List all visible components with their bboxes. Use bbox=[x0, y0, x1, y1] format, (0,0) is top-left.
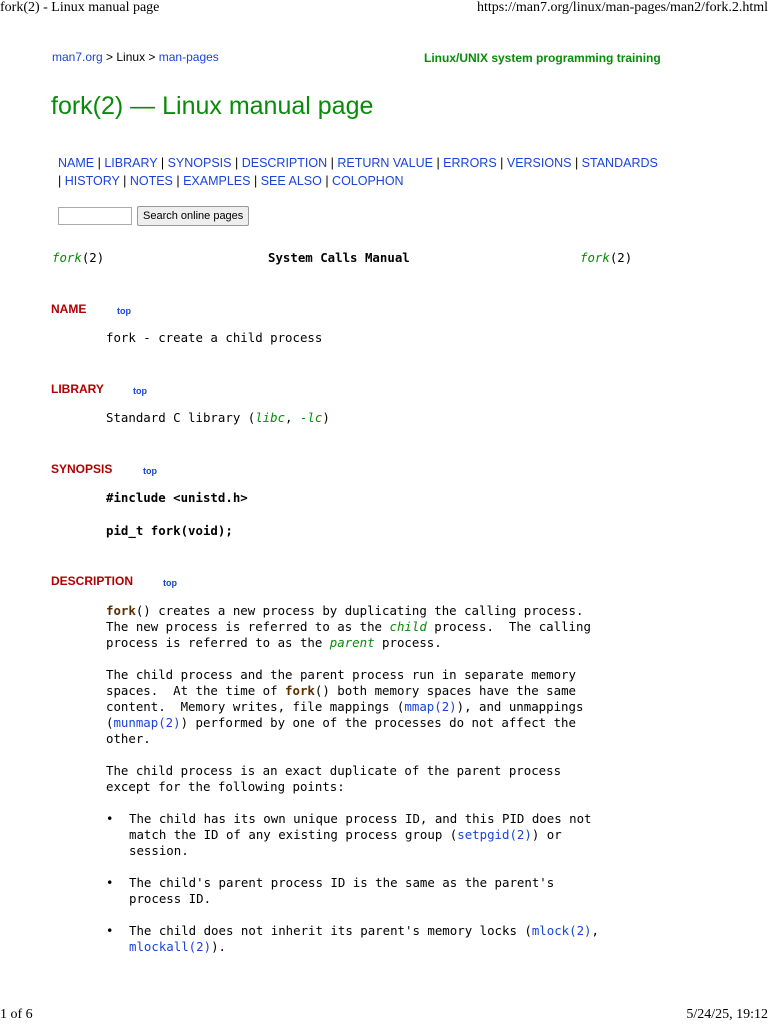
section-heading-name: NAME bbox=[51, 302, 87, 316]
print-header-url: https://man7.org/linux/man-pages/man2/fork.2.html bbox=[477, 0, 768, 15]
bullet-marker: • bbox=[106, 811, 114, 826]
bullet-marker: • bbox=[106, 923, 114, 938]
toc-link-history[interactable]: HISTORY bbox=[64, 174, 120, 188]
toc-link-library[interactable]: LIBRARY bbox=[104, 156, 158, 170]
breadcrumb-site-link[interactable]: man7.org bbox=[52, 50, 103, 64]
toc-separator: | bbox=[172, 174, 184, 188]
bullet1-line1: The child has its own unique process ID, and this PID does not bbox=[129, 811, 592, 826]
toc-separator: | bbox=[94, 156, 105, 170]
library-text: Standard C library (libc, -lc) bbox=[106, 410, 330, 425]
setpgid-link[interactable]: setpgid(2) bbox=[457, 827, 532, 842]
page-title: fork(2) — Linux manual page bbox=[51, 92, 374, 120]
toc-link-colophon[interactable]: COLOPHON bbox=[332, 174, 404, 188]
breadcrumb-section-link[interactable]: man-pages bbox=[158, 50, 219, 64]
training-link[interactable]: Linux/UNIX system programming training bbox=[424, 51, 661, 65]
search-button[interactable]: Search online pages bbox=[137, 206, 249, 226]
bullet3-line2: mlockall(2)). bbox=[129, 939, 226, 954]
toc-link-examples[interactable]: EXAMPLES bbox=[183, 174, 251, 188]
toc-link-synopsis[interactable]: SYNOPSIS bbox=[167, 156, 232, 170]
desc-p3-line2: except for the following points: bbox=[106, 779, 345, 794]
toc-link-standards[interactable]: STANDARDS bbox=[581, 156, 658, 170]
toc-link-notes[interactable]: NOTES bbox=[129, 174, 173, 188]
synopsis-prototype: pid_t fork(void); bbox=[106, 523, 233, 538]
section-heading-description: DESCRIPTION bbox=[51, 574, 134, 588]
print-footer-page: 1 of 6 bbox=[0, 1007, 33, 1022]
breadcrumb bbox=[52, 50, 219, 64]
toc-separator: | bbox=[119, 174, 130, 188]
munmap-link[interactable]: munmap(2) bbox=[113, 715, 181, 730]
toc-separator: | bbox=[231, 156, 242, 170]
bullet1-line3: session. bbox=[129, 843, 189, 858]
toc-nav bbox=[58, 154, 658, 190]
synopsis-include: #include <unistd.h> bbox=[106, 490, 248, 505]
toc-separator: | bbox=[321, 174, 333, 188]
toc-link-return-value[interactable]: RETURN VALUE bbox=[337, 156, 433, 170]
toc-separator: | bbox=[496, 156, 507, 170]
toc-separator: | bbox=[157, 156, 168, 170]
print-footer-datetime: 5/24/25, 19:12 bbox=[686, 1007, 768, 1022]
bullet-marker: • bbox=[106, 875, 114, 890]
man-header-right: fork(2) bbox=[580, 250, 633, 265]
desc-p2-line1: The child process and the parent process run in separate memory bbox=[106, 667, 576, 682]
toc-link-versions[interactable]: VERSIONS bbox=[506, 156, 572, 170]
breadcrumb-separator: > Linux > bbox=[102, 50, 159, 64]
top-link[interactable]: top bbox=[143, 466, 157, 476]
toc-separator: | bbox=[327, 156, 338, 170]
desc-p2-line2: spaces. At the time of fork() both memory spaces have the same bbox=[106, 683, 576, 698]
bullet2-line1: The child's parent process ID is the same as the parent's bbox=[129, 875, 555, 890]
toc-separator: | bbox=[432, 156, 444, 170]
desc-p2-line5: other. bbox=[106, 731, 151, 746]
desc-p1-line3: process is referred to as the parent process. bbox=[106, 635, 442, 650]
toc-link-name[interactable]: NAME bbox=[58, 156, 95, 170]
top-link[interactable]: top bbox=[133, 386, 147, 396]
toc-separator: | bbox=[58, 174, 65, 188]
bullet2-line2: process ID. bbox=[129, 891, 212, 906]
search-input[interactable] bbox=[58, 207, 132, 225]
mlock-link[interactable]: mlock(2) bbox=[531, 923, 592, 938]
toc-link-see-also[interactable]: SEE ALSO bbox=[260, 174, 322, 188]
toc-link-errors[interactable]: ERRORS bbox=[443, 156, 497, 170]
mlockall-link[interactable]: mlockall(2) bbox=[129, 939, 212, 954]
name-text: fork - create a child process bbox=[106, 330, 323, 345]
toc-link-description[interactable]: DESCRIPTION bbox=[241, 156, 328, 170]
bullet3-line1: The child does not inherit its parent's memory locks (mlock(2), bbox=[129, 923, 599, 938]
toc-separator: | bbox=[571, 156, 582, 170]
desc-p2-line4: (munmap(2)) performed by one of the processes do not affect the bbox=[106, 715, 576, 730]
print-header-title: fork(2) - Linux manual page bbox=[0, 0, 160, 15]
mmap-link[interactable]: mmap(2) bbox=[404, 699, 457, 714]
section-heading-synopsis: SYNOPSIS bbox=[51, 462, 113, 476]
top-link[interactable]: top bbox=[163, 578, 177, 588]
section-heading-library: LIBRARY bbox=[51, 382, 104, 396]
desc-p1-line2: The new process is referred to as the child process. The calling bbox=[106, 619, 591, 634]
man-header-center: System Calls Manual bbox=[268, 250, 410, 265]
man-header-left: fork(2) bbox=[52, 250, 105, 265]
desc-p1-line1: fork() creates a new process by duplicating the calling process. bbox=[106, 603, 584, 618]
bullet1-line2: match the ID of any existing process group (setpgid(2)) or bbox=[129, 827, 562, 842]
top-link[interactable]: top bbox=[117, 306, 131, 316]
toc-separator: | bbox=[250, 174, 261, 188]
desc-p3-line1: The child process is an exact duplicate of the parent process bbox=[106, 763, 562, 778]
desc-p2-line3: content. Memory writes, file mappings (mmap(2)), and unmappings bbox=[106, 699, 584, 714]
